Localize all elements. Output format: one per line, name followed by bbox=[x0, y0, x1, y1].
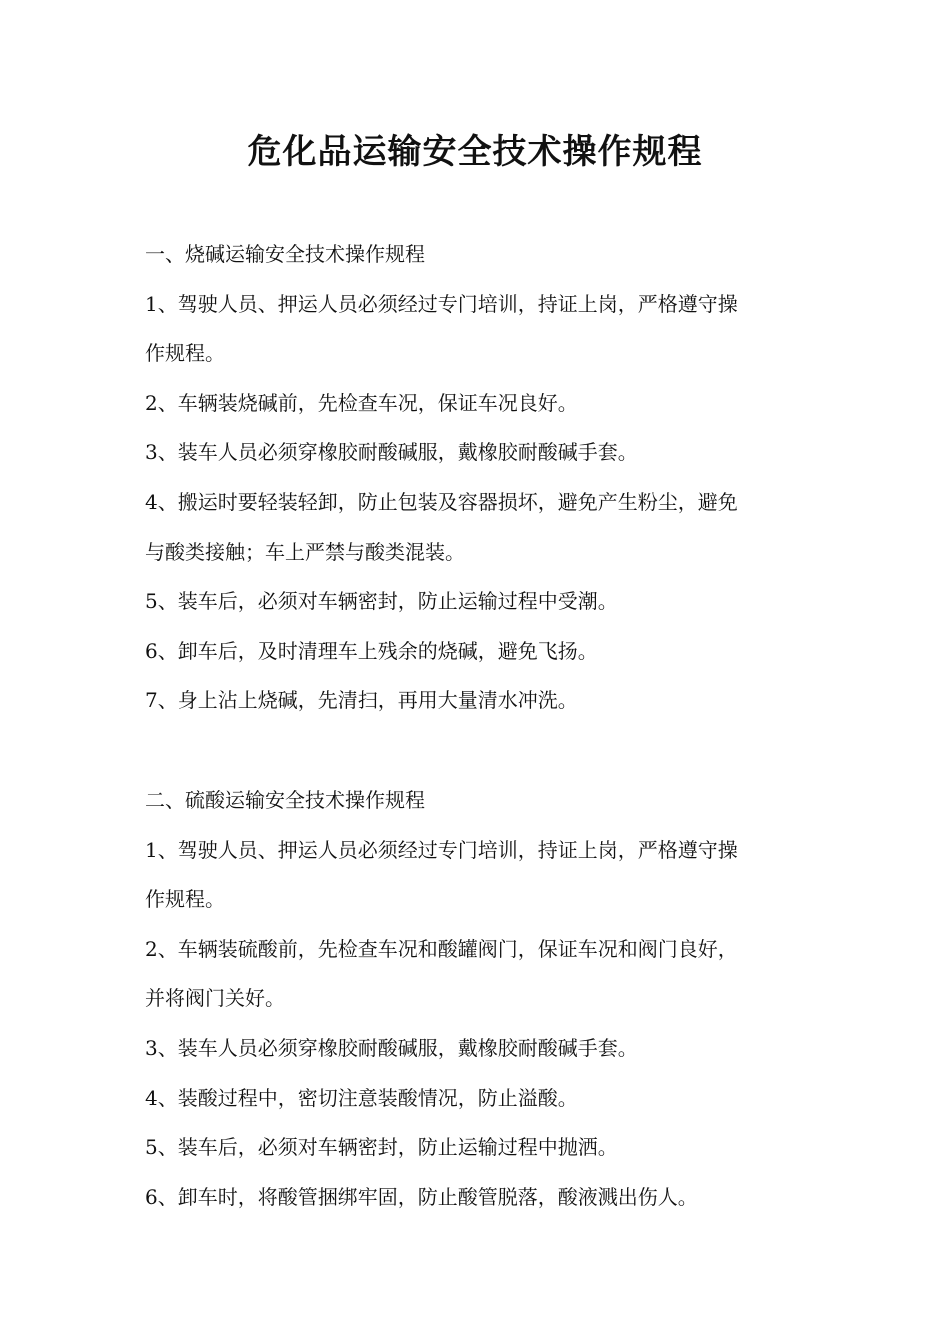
paragraph-line: 6、卸车后，及时清理车上残余的烧碱，避免飞扬。 bbox=[145, 638, 598, 663]
paragraph-line: 1、驾驶人员、押运人员必须经过专门培训，持证上岗，严格遵守操 bbox=[145, 291, 738, 316]
section-heading: 二、硫酸运输安全技术操作规程 bbox=[145, 787, 425, 812]
paragraph-line: 4、搬运时要轻装轻卸，防止包装及容器损坏，避免产生粉尘，避免 bbox=[145, 489, 738, 514]
section-caustic-soda bbox=[145, 230, 815, 726]
paragraph-line: 2、车辆装硫酸前，先检查车况和酸罐阀门，保证车况和阀门良好， bbox=[145, 936, 738, 961]
paragraph-line: 7、身上沾上烧碱，先清扫，再用大量清水冲洗。 bbox=[145, 688, 578, 713]
paragraph-line: 作规程。 bbox=[145, 341, 225, 366]
paragraph-line: 3、装车人员必须穿橡胶耐酸碱服，戴橡胶耐酸碱手套。 bbox=[145, 1035, 638, 1060]
document-title: 危化品运输安全技术操作规程 bbox=[247, 132, 703, 172]
section-sulfuric-acid bbox=[145, 776, 815, 1222]
paragraph-line: 5、装车后，必须对车辆密封，防止运输过程中受潮。 bbox=[145, 589, 618, 614]
paragraph-line: 6、卸车时，将酸管捆绑牢固，防止酸管脱落，酸液溅出伤人。 bbox=[145, 1184, 698, 1209]
paragraph-line: 与酸类接触；车上严禁与酸类混装。 bbox=[145, 539, 465, 564]
paragraph-line: 作规程。 bbox=[145, 887, 225, 912]
paragraph-line: 4、装酸过程中，密切注意装酸情况，防止溢酸。 bbox=[145, 1085, 578, 1110]
paragraph-line: 2、车辆装烧碱前，先检查车况，保证车况良好。 bbox=[145, 390, 578, 415]
document-body bbox=[145, 230, 815, 1222]
paragraph-line: 3、装车人员必须穿橡胶耐酸碱服，戴橡胶耐酸碱手套。 bbox=[145, 440, 638, 465]
paragraph-line: 5、装车后，必须对车辆密封，防止运输过程中抛洒。 bbox=[145, 1135, 618, 1160]
paragraph-line: 1、驾驶人员、押运人员必须经过专门培训，持证上岗，严格遵守操 bbox=[145, 837, 738, 862]
section-heading: 一、烧碱运输安全技术操作规程 bbox=[145, 242, 425, 266]
paragraph-line: 并将阀门关好。 bbox=[145, 986, 285, 1011]
